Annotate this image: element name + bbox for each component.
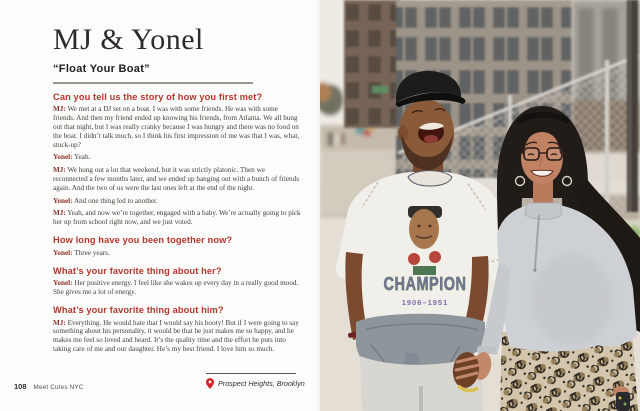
- answer-paragraph: MJ: We hung out a lot that weekend, but it was strictly platonic. Then we reconnected a few months later, and we ended up hanging out with a bunch of friends again. And the two of us were the last ones left at the end of the night.: [53, 166, 300, 192]
- answer-paragraph: MJ: Yeah, and now we’re together, engaged with a baby. We’re actually going to pick her up from school right now, and we just voted.: [53, 209, 301, 227]
- answer-paragraph: Yonel: Her positive energy. I feel like she wakes up every day in a really good mood. She gives me a lot of energy.: [53, 279, 299, 297]
- question-heading: What’s your favorite thing about him?: [53, 305, 224, 316]
- speaker-label: MJ:: [53, 166, 66, 175]
- question-heading: How long have you been together now?: [53, 235, 233, 246]
- book-title: Meet Cutes NYC: [33, 384, 84, 391]
- location-pin-icon: [206, 378, 214, 389]
- answer-paragraph: Yonel: Yeah.: [53, 153, 91, 162]
- couple-photo: [320, 0, 640, 411]
- sweatshirt-collar: [525, 203, 562, 220]
- interview-content: [53, 24, 301, 358]
- answer-paragraph: MJ: Everything. He would hate that I would say his booty! But if I were going to say something about his personality, it would be that he just makes me so happy, and he makes me feel so loved and heard. It’s the quality time and the effort he puts into taking care of me and our daughter. He’s my best friend. I love him so much.: [53, 318, 299, 354]
- speaker-label: Yonel:: [53, 196, 73, 205]
- sweatshirt-shading: [532, 254, 612, 346]
- answer-paragraph: Yonel: And one thing led to another.: [53, 196, 158, 205]
- page-title: MJ & Yonel: [53, 23, 204, 56]
- man-tongue: [424, 135, 438, 143]
- shirt-text-champion: CHAMPION: [383, 274, 467, 295]
- speaker-label: MJ:: [53, 209, 66, 218]
- tshirt-collar: [408, 171, 452, 186]
- right-page: [320, 0, 640, 411]
- speaker-label: Yonel:: [53, 279, 73, 288]
- sleeve-cuff: [477, 346, 496, 354]
- location-tag: [206, 373, 305, 389]
- page-number: 108: [14, 382, 27, 391]
- answer-paragraph: MJ: We met at a DJ set on a boat. I was with some friends. He was with some friends. And then my friend ended up knowing his friends, from Atlanta. We all hung out that night, but I was really cranky because I was hungry and there was no food on the boat. I didn’t talk much, so I think his first impression of me was that I was, what, stuck-up?: [53, 105, 300, 149]
- question-heading: Can you tell us the story of how you first met?: [53, 91, 263, 102]
- answer-paragraph: Yonel: Three years.: [53, 248, 110, 257]
- zipper-pull: [533, 268, 536, 271]
- footer-folio: [14, 382, 84, 391]
- divider-rule: [53, 82, 253, 84]
- location-label: Prospect Heights, Brooklyn: [218, 379, 305, 388]
- episode-subtitle: “Float Your Boat”: [53, 62, 150, 75]
- speaker-label: Yonel:: [53, 248, 73, 257]
- qa-list: [53, 92, 301, 355]
- speaker-label: Yonel:: [53, 153, 73, 162]
- question-heading: What’s your favorite thing about her?: [53, 265, 222, 276]
- speaker-label: MJ:: [53, 105, 66, 113]
- street-pole: [627, 0, 638, 212]
- speaker-label: MJ:: [53, 318, 66, 327]
- shirt-text-dates: 1906–1951: [401, 298, 449, 307]
